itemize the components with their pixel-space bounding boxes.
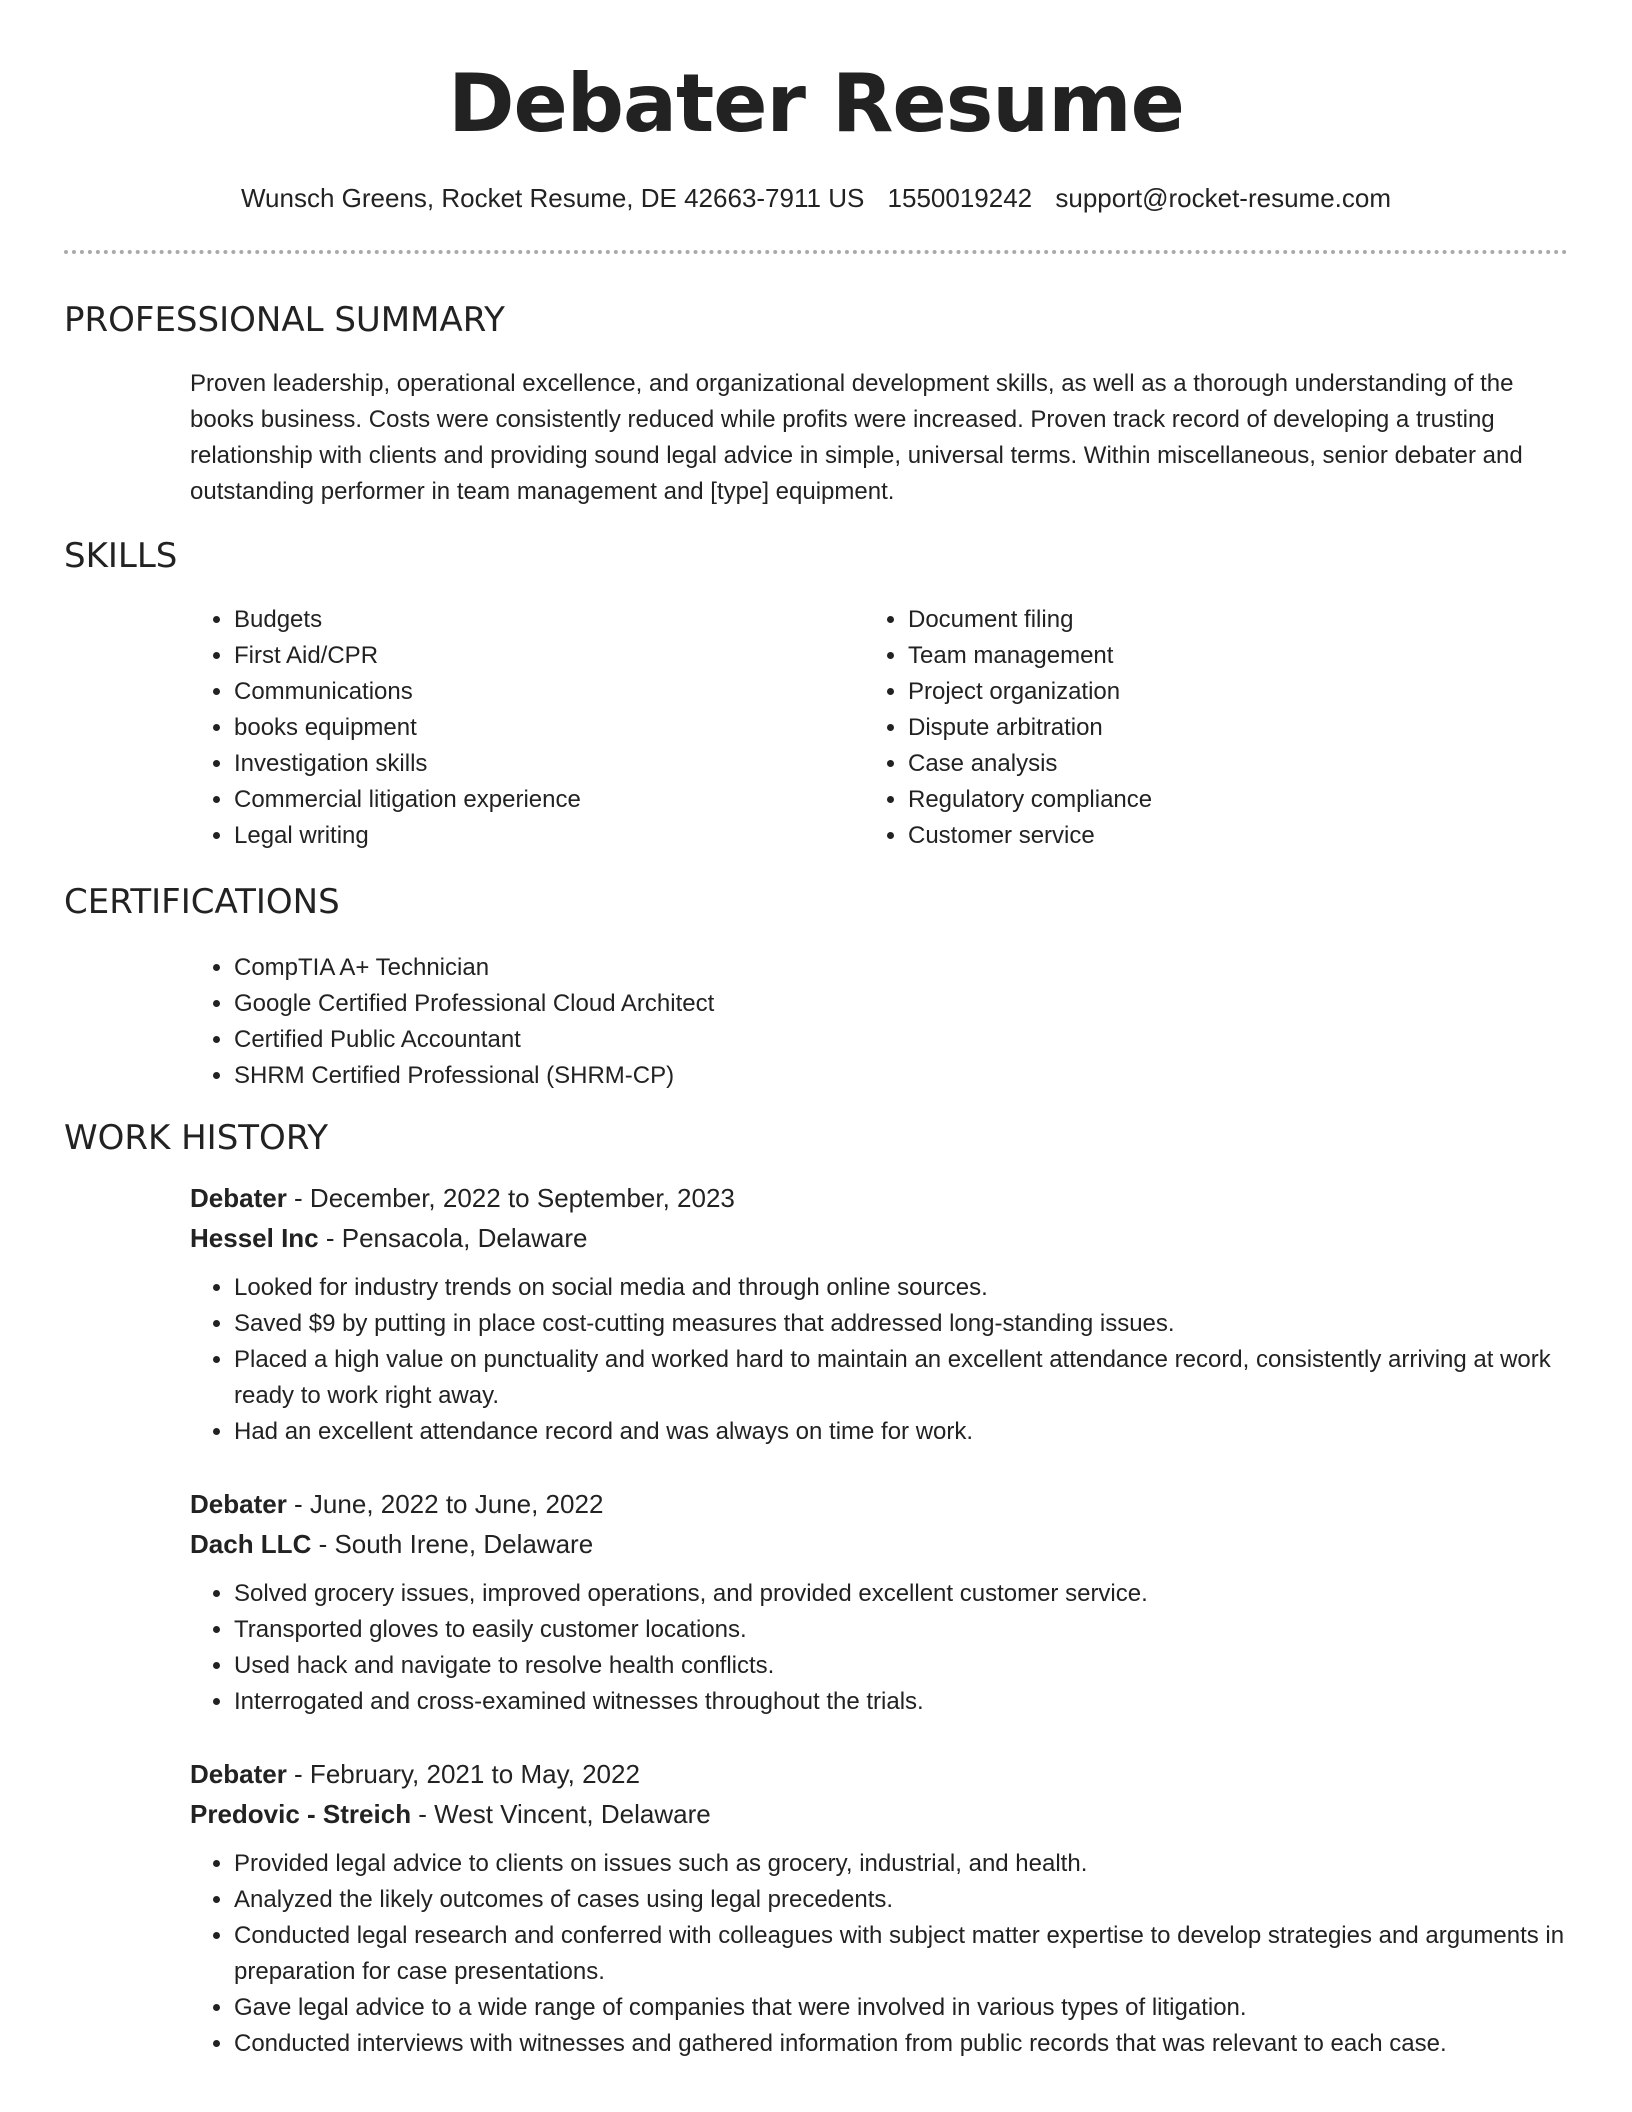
skill-item: • First Aid/CPR — [234, 638, 874, 674]
skill-item: • Budgets — [234, 602, 874, 638]
skill-item: • Customer service — [908, 818, 1548, 854]
job-location: - Pensacola, Delaware — [318, 1223, 588, 1253]
job-title-line — [190, 1178, 1568, 1218]
job-entry — [190, 1484, 1568, 1720]
job-bullet: • Looked for industry trends on social media and through online sources. — [234, 1270, 1568, 1306]
skill-item: • Regulatory compliance — [908, 782, 1548, 818]
skill-item: • Investigation skills — [234, 746, 874, 782]
skill-item: • Case analysis — [908, 746, 1548, 782]
certification-item: • CompTIA A+ Technician — [234, 950, 714, 986]
job-bullets — [190, 1270, 1568, 1450]
skill-item: • Legal writing — [234, 818, 874, 854]
contact-line — [64, 180, 1568, 216]
job-bullet: • Placed a high value on punctuality and worked hard to maintain an excellent attendance record, consistently arriving at work ready to work right away. — [234, 1342, 1568, 1414]
job-company-line — [190, 1524, 1568, 1564]
contact-phone: 1550019242 — [887, 183, 1033, 213]
job-bullet: • Used hack and navigate to resolve health conflicts. — [234, 1648, 1568, 1684]
job-bullets — [190, 1846, 1568, 2062]
job-bullet: • Had an excellent attendance record and was always on time for work. — [234, 1414, 1568, 1450]
job-bullet: • Conducted interviews with witnesses and gathered information from public records that was relevant to each case. — [234, 2026, 1568, 2062]
contact-email: support@rocket-resume.com — [1055, 183, 1392, 213]
skills-heading: SKILLS — [64, 536, 178, 576]
job-company: Hessel Inc — [190, 1223, 319, 1253]
job-bullet: • Analyzed the likely outcomes of cases using legal precedents. — [234, 1882, 1568, 1918]
summary-text: Proven leadership, operational excellence, and organizational development skills, as well as a thorough understanding of the books business. Costs were consistently reduced while profits were increased. Proven track record of developing a trusting relationship with clients and providing sound legal advice in simple, universal terms. Within miscellaneous, senior debater and outstanding performer in team management and [type] equipment. — [190, 370, 1523, 505]
certification-item: • Google Certified Professional Cloud Architect — [234, 986, 714, 1022]
job-bullet: • Transported gloves to easily customer locations. — [234, 1612, 1568, 1648]
job-dates: - February, 2021 to May, 2022 — [286, 1759, 640, 1789]
job-bullet: • Gave legal advice to a wide range of companies that were involved in various types of litigation. — [234, 1990, 1568, 2026]
job-company: Predovic - Streich — [190, 1799, 412, 1829]
skill-item: • Commercial litigation experience — [234, 782, 874, 818]
job-bullet: • Interrogated and cross-examined witnesses throughout the trials. — [234, 1684, 1568, 1720]
certification-item: • SHRM Certified Professional (SHRM-CP) — [234, 1058, 714, 1094]
certifications-list — [190, 950, 714, 1094]
skill-item: • Communications — [234, 674, 874, 710]
skill-item: • Team management — [908, 638, 1548, 674]
job-company-line — [190, 1794, 1568, 1834]
resume-title: Debater Resume — [448, 57, 1184, 150]
job-bullet: • Solved grocery issues, improved operations, and provided excellent customer service. — [234, 1576, 1568, 1612]
skill-item: • Document filing — [908, 602, 1548, 638]
job-entry — [190, 1178, 1568, 1450]
job-title: Debater — [190, 1759, 287, 1789]
contact-address: Wunsch Greens, Rocket Resume, DE 42663-7911 US — [240, 183, 865, 213]
job-company: Dach LLC — [190, 1529, 312, 1559]
skills-list-right — [864, 602, 1548, 854]
job-dates: - December, 2022 to September, 2023 — [286, 1183, 735, 1213]
job-title-line — [190, 1754, 1568, 1794]
certifications-heading: CERTIFICATIONS — [64, 882, 340, 922]
job-bullet: • Saved $9 by putting in place cost-cutting measures that addressed long-standing issues. — [234, 1306, 1568, 1342]
job-title: Debater — [190, 1183, 287, 1213]
job-title: Debater — [190, 1489, 287, 1519]
job-entry — [190, 1754, 1568, 2062]
skill-item: • books equipment — [234, 710, 874, 746]
job-location: - South Irene, Delaware — [311, 1529, 594, 1559]
job-bullets — [190, 1576, 1568, 1720]
job-bullet: • Conducted legal research and conferred with colleagues with subject matter expertise to develop strategies and arguments in preparation for case presentations. — [234, 1918, 1568, 1990]
job-company-line — [190, 1218, 1568, 1258]
job-dates: - June, 2022 to June, 2022 — [286, 1489, 604, 1519]
job-bullet: • Provided legal advice to clients on issues such as grocery, industrial, and health. — [234, 1846, 1568, 1882]
summary-heading: PROFESSIONAL SUMMARY — [64, 300, 505, 340]
skill-item: • Project organization — [908, 674, 1548, 710]
job-title-line — [190, 1484, 1568, 1524]
certification-item: • Certified Public Accountant — [234, 1022, 714, 1058]
job-location: - West Vincent, Delaware — [411, 1799, 711, 1829]
work-history-heading: WORK HISTORY — [64, 1118, 329, 1158]
skills-list-left — [190, 602, 874, 854]
header-divider — [64, 250, 1568, 254]
skill-item: • Dispute arbitration — [908, 710, 1548, 746]
